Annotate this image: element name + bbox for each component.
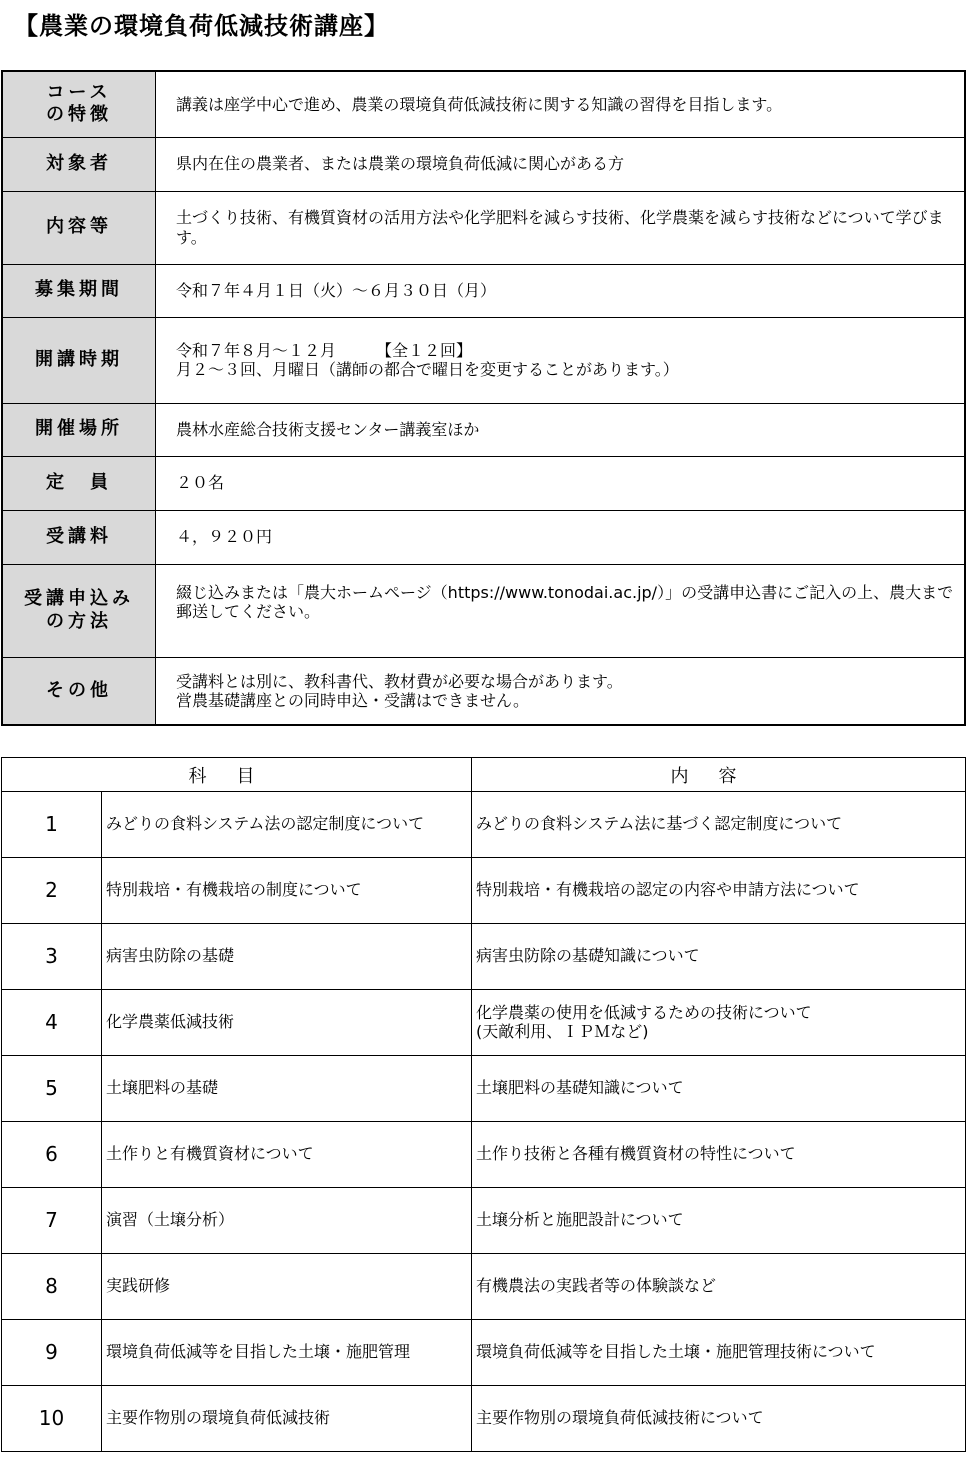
session-number: 9 [2,1320,102,1386]
schedule-row [2,990,966,1056]
info-label: 内容等 [2,191,156,264]
session-subject: みどりの食料システム法の認定制度について [102,792,472,858]
session-number: 8 [2,1254,102,1320]
info-label: その他 [2,657,156,725]
session-content: 有機農法の実践者等の体験談など [472,1254,966,1320]
info-value: ２０名 [156,456,966,510]
info-row [2,456,965,510]
info-value: 県内在住の農業者、または農業の環境負荷低減に関心がある方 [156,137,966,191]
schedule-row [2,792,966,858]
session-subject: 主要作物別の環境負荷低減技術 [102,1386,472,1452]
session-number: 4 [2,990,102,1056]
info-value: 土づくり技術、有機質資材の活用方法や化学肥料を減らす技術、化学農薬を減らす技術などについて学びます。 [156,191,966,264]
session-number: 5 [2,1056,102,1122]
info-label: 開講時期 [2,317,156,403]
schedule-row [2,924,966,990]
info-value: 綴じ込みまたは「農大ホームページ（https://www.tonodai.ac.jp/）」の受講申込書にご記入の上、農大まで郵送してください。 [156,564,966,657]
schedule-row [2,1386,966,1452]
session-content: 環境負荷低減等を目指した土壌・施肥管理技術について [472,1320,966,1386]
session-content: 病害虫防除の基礎知識について [472,924,966,990]
session-subject: 特別栽培・有機栽培の制度について [102,858,472,924]
session-content: 土作り技術と各種有機質資材の特性について [472,1122,966,1188]
schedule-table [1,757,966,1452]
info-row [2,264,965,317]
info-value: ４，９２０円 [156,510,966,564]
info-value: 講義は座学中心で進め、農業の環境負荷低減技術に関する知識の習得を目指します。 [156,71,966,137]
schedule-row [2,858,966,924]
session-subject: 化学農薬低減技術 [102,990,472,1056]
session-content: 特別栽培・有機栽培の認定の内容や申請方法について [472,858,966,924]
info-row [2,191,965,264]
schedule-row [2,1254,966,1320]
info-value: 受講料とは別に、教科書代、教材費が必要な場合があります。 営農基礎講座との同時申込・受講はできません。 [156,657,966,725]
session-number: 10 [2,1386,102,1452]
session-subject: 土壌肥料の基礎 [102,1056,472,1122]
info-label: 募集期間 [2,264,156,317]
schedule-row [2,1320,966,1386]
info-row [2,403,965,456]
info-row [2,71,965,137]
session-subject: 土作りと有機質資材について [102,1122,472,1188]
info-label: 定 員 [2,456,156,510]
session-number: 2 [2,858,102,924]
session-subject: 環境負荷低減等を目指した土壌・施肥管理 [102,1320,472,1386]
session-content: みどりの食料システム法に基づく認定制度について [472,792,966,858]
schedule-header-row [2,758,966,792]
schedule-row [2,1056,966,1122]
header-content: 内容 [472,758,966,792]
info-label: 受講料 [2,510,156,564]
info-row [2,564,965,657]
session-number: 6 [2,1122,102,1188]
info-row [2,510,965,564]
session-subject: 実践研修 [102,1254,472,1320]
info-value: 令和７年４月１日（火）～６月３０日（月） [156,264,966,317]
session-number: 1 [2,792,102,858]
session-content: 土壌分析と施肥設計について [472,1188,966,1254]
schedule-row [2,1122,966,1188]
info-label: 対象者 [2,137,156,191]
info-row [2,137,965,191]
info-value: 農林水産総合技術支援センター講義室ほか [156,403,966,456]
session-subject: 演習（土壌分析） [102,1188,472,1254]
page-title: 【農業の環境負荷低減技術講座】 [14,12,389,40]
info-row [2,657,965,725]
course-info-table [1,70,966,726]
info-value: 令和７年８月～１２月 【全１２回】 月２～３回、月曜日（講師の都合で曜日を変更することがあります。） [156,317,966,403]
info-label: 受講申込み の方法 [2,564,156,657]
header-subject: 科目 [2,758,472,792]
info-row [2,317,965,403]
schedule-row [2,1188,966,1254]
info-label: 開催場所 [2,403,156,456]
session-subject: 病害虫防除の基礎 [102,924,472,990]
session-number: 3 [2,924,102,990]
info-label: コース の特徴 [2,71,156,137]
session-content: 主要作物別の環境負荷低減技術について [472,1386,966,1452]
session-content: 土壌肥料の基礎知識について [472,1056,966,1122]
session-content: 化学農薬の使用を低減するための技術について (天敵利用、ＩＰＭなど) [472,990,966,1056]
session-number: 7 [2,1188,102,1254]
